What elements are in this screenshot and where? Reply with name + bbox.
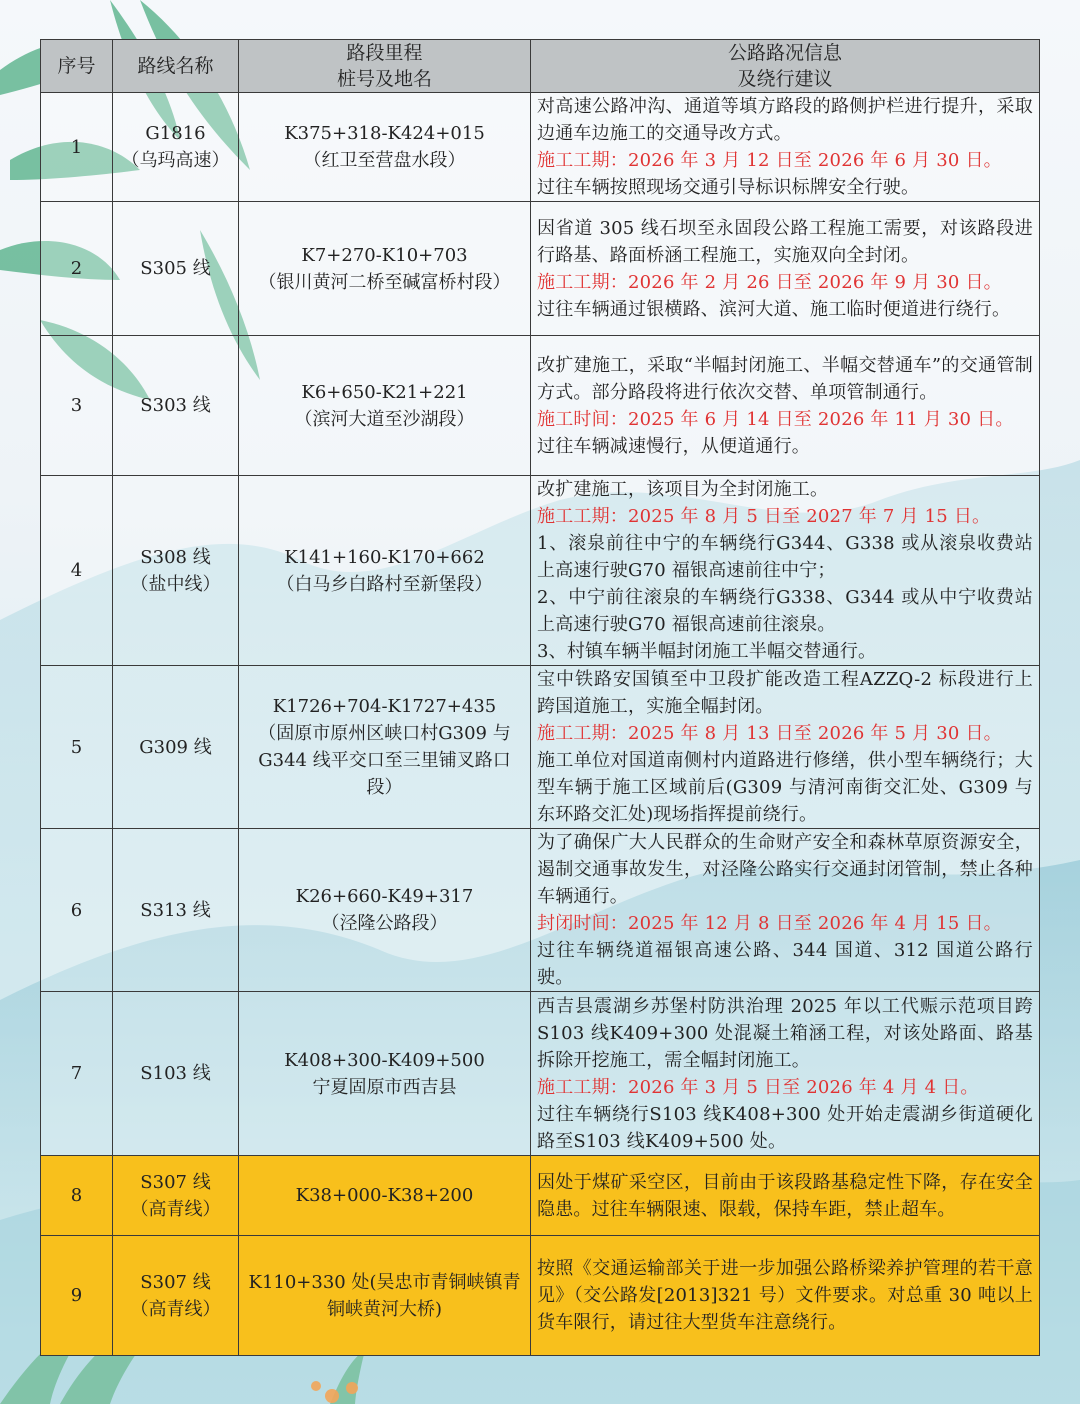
route-name-line: G1816 [145,123,206,144]
row-index: 5 [41,666,113,829]
schedule-text: 施工工期：2025 年 8 月 5 日至 2027 年 7 月 15 日。 [537,506,991,527]
road-info-cell [531,666,1040,829]
table-row [41,202,1040,336]
segment-line: K375+318-K424+015 [284,123,485,144]
segment-cell [239,666,531,829]
info-text: 1、滚泉前往中宁的车辆绕行G344、G338 或从滚泉收费站上高速行驶G70 福银高速前往中宁； [537,533,1033,581]
table-row [41,93,1040,202]
table-row [41,992,1040,1156]
segment-line: K1726+704-K1727+435 [272,696,497,717]
route-name-line: G309 线 [139,736,212,758]
schedule-text: 施工工期：2026 年 3 月 12 日至 2026 年 6 月 30 日。 [537,150,1002,171]
road-info-cell [531,1156,1040,1236]
info-text: 因处于煤矿采空区，目前由于该段路基稳定性下降，存在安全隐患。过往车辆限速、限载，保持车距，禁止超车。 [537,1171,1033,1220]
info-text: 过往车辆绕行S103 线K408+300 处开始走震湖乡街道硬化路至S103 线K409+500 处。 [537,1103,1033,1152]
road-info-cell [531,829,1040,992]
route-name-line: S307 线 [140,1171,211,1193]
route-name-cell [113,1236,239,1356]
road-info-table [40,39,1040,1356]
table-row [41,666,1040,829]
schedule-text: 施工工期：2026 年 3 月 5 日至 2026 年 4 月 4 日。 [537,1076,979,1098]
row-index: 1 [41,93,113,202]
info-text: 因省道 305 线石坝至永固段公路工程施工需要，对该路段进行路基、路面桥涵工程施工，实施双向全封闭。 [537,217,1033,266]
header-route: 路线名称 [113,40,239,93]
header-segment-line: 路段里程 [346,42,423,64]
info-text: 宝中铁路安国镇至中卫段扩能改造工程AZZQ-2 标段进行上跨国道施工，实施全幅封闭。 [537,669,1033,717]
route-name-line: S305 线 [140,258,211,279]
segment-cell [239,336,531,476]
row-index: 4 [41,476,113,666]
table-row [41,1236,1040,1356]
table-row [41,1156,1040,1236]
route-name-cell [113,476,239,666]
schedule-text: 施工时间：2025 年 6 月 14 日至 2026 年 11 月 30 日。 [537,408,1014,430]
row-index: 6 [41,829,113,992]
route-name-line: S307 线 [140,1271,211,1293]
row-index: 2 [41,202,113,336]
schedule-text: 施工工期：2025 年 8 月 13 日至 2026 年 5 月 30 日。 [537,723,1002,744]
segment-line: K110+330 处(吴忠市青铜峡镇青铜峡黄河大桥) [248,1271,521,1320]
route-name-cell [113,93,239,202]
info-text: 按照《交通运输部关于进一步加强公路桥梁养护管理的若干意见》（交公路发[2013]321 号）文件要求。对总重 30 吨以上货车限行，请过往大型货车注意绕行。 [537,1258,1033,1333]
table-row [41,476,1040,666]
info-text: 为了确保广大人民群众的生命财产安全和森林草原资源安全，遏制交通事故发生，对泾隆公路实行交通封闭管制，禁止各种车辆通行。 [537,832,1033,907]
route-name-line: S308 线 [140,546,211,568]
segment-cell [239,93,531,202]
segment-cell [239,829,531,992]
route-name-cell [113,829,239,992]
segment-line: K38+000-K38+200 [295,1185,474,1206]
row-index: 7 [41,992,113,1156]
row-index: 9 [41,1236,113,1356]
info-text: 过往车辆通过银横路、滨河大道、施工临时便道进行绕行。 [537,298,1011,320]
route-name-cell [113,666,239,829]
route-name-line: （高青线） [130,1298,221,1320]
route-name-line: （乌玛高速） [121,150,230,171]
road-info-cell [531,1236,1040,1356]
schedule-text: 施工工期：2026 年 2 月 26 日至 2026 年 9 月 30 日。 [537,271,1002,293]
header-info [531,40,1040,93]
table-row [41,829,1040,992]
info-text: 对高速公路冲沟、通道等填方路段的路侧护栏进行提升，采取边通车边施工的交通导改方式。 [537,96,1033,144]
road-info-cell [531,992,1040,1156]
segment-line: K6+650-K21+221 [301,381,468,403]
info-text: 改扩建施工，该项目为全封闭施工。 [537,479,829,500]
info-text: 改扩建施工，采取“半幅封闭施工、半幅交替通车”的交通管制方式。部分路段将进行依次交替、单项管制通行。 [537,354,1033,403]
header-info-line: 公路路况信息 [727,42,842,64]
segment-cell [239,1236,531,1356]
route-name-line: （高青线） [130,1198,221,1220]
route-name-cell [113,1156,239,1236]
segment-line: K26+660-K49+317 [295,886,474,907]
route-name-line: S103 线 [140,1063,211,1084]
table-header-row [41,40,1040,93]
schedule-text: 封闭时间：2025 年 12 月 8 日至 2026 年 4 月 15 日。 [537,913,1002,934]
info-text: 施工单位对国道南侧村内道路进行修缮，供小型车辆绕行；大型车辆于施工区域前后(G309 与清河南街交汇处、G309 与东环路交汇处)现场指挥提前绕行。 [537,750,1033,825]
segment-line: （滨河大道至沙湖段） [294,408,475,430]
route-name-cell [113,202,239,336]
info-text: 过往车辆按照现场交通引导标识标牌安全行驶。 [537,177,920,198]
segment-line: K408+300-K409+500 [284,1049,485,1071]
segment-cell [239,476,531,666]
segment-line: （泾隆公路段） [321,913,448,934]
route-name-line: S313 线 [140,899,211,921]
segment-line: （白马乡白路村至新堡段） [276,573,493,595]
header-segment [239,40,531,93]
road-info-cell [531,476,1040,666]
segment-line: K141+160-K170+662 [284,546,485,568]
route-name-cell [113,992,239,1156]
segment-cell [239,202,531,336]
segment-line: K7+270-K10+703 [301,244,468,266]
header-index: 序号 [41,40,113,93]
route-name-cell [113,336,239,476]
segment-line: 宁夏固原市西吉县 [312,1076,457,1098]
header-info-line: 及绕行建议 [737,68,833,90]
road-info-cell [531,93,1040,202]
segment-line: （红卫至营盘水段） [303,150,466,171]
route-name-line: S303 线 [140,395,211,416]
info-text: 过往车辆减速慢行，从便道通行。 [537,435,810,457]
info-text: 过往车辆绕道福银高速公路、344 国道、312 国道公路行驶。 [537,940,1033,988]
row-index: 8 [41,1156,113,1236]
info-text: 3、村镇车辆半幅封闭施工半幅交替通行。 [537,641,877,662]
road-info-cell [531,336,1040,476]
road-info-cell [531,202,1040,336]
info-text: 西吉县震湖乡苏堡村防洪治理 2025 年以工代赈示范项目跨S103 线K409+300 处混凝土箱涵工程，对该处路面、路基拆除开挖施工，需全幅封闭施工。 [537,995,1033,1071]
segment-line: （银川黄河二桥至碱富桥村段） [258,271,511,293]
segment-line: （固原市原州区峡口村G309 与G344 线平交口至三里铺叉路口段） [258,723,511,798]
segment-cell [239,992,531,1156]
table-row [41,336,1040,476]
segment-cell [239,1156,531,1236]
row-index: 3 [41,336,113,476]
info-text: 2、中宁前往滚泉的车辆绕行G338、G344 或从中宁收费站上高速行驶G70 福银高速前往滚泉。 [537,587,1033,635]
header-segment-line: 桩号及地名 [336,68,432,90]
route-name-line: （盐中线） [130,573,221,595]
